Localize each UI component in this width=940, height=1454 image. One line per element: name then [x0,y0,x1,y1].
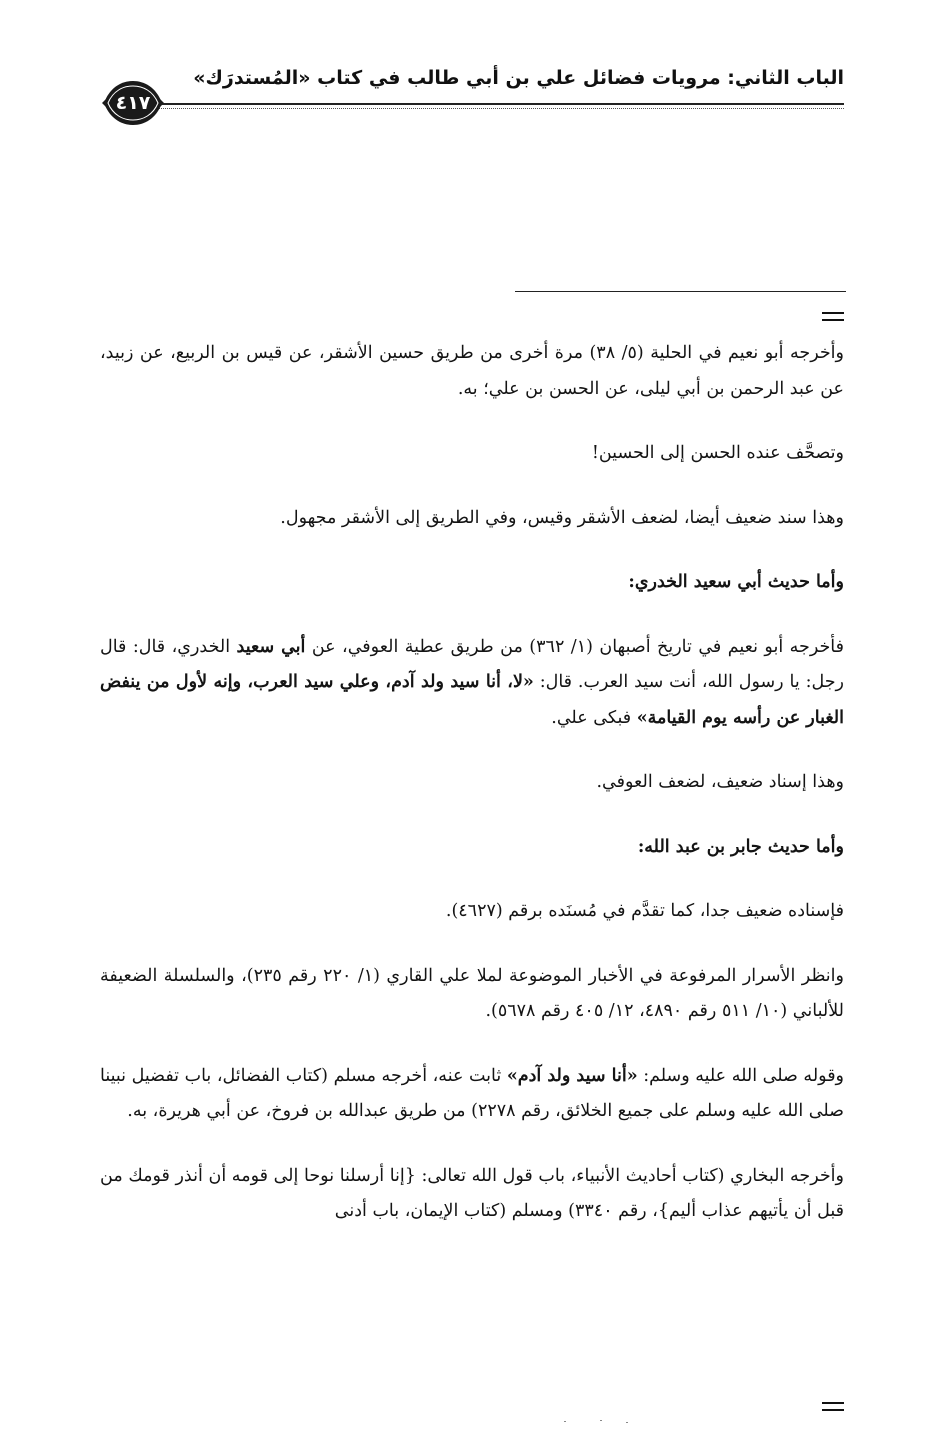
bold-text-segment: وأما حديث جابر بن عبد الله: [637,836,844,857]
page-number: ٤١٧ [115,92,151,114]
footnote-separator [515,291,846,292]
paragraph [100,630,844,737]
text-segment: ثابت عنه، أخرجه مسلم (كتاب الفضائل، باب تفضيل نبينا صلى الله عليه وسلم على جميع الخلائق، رقم ٢٢٧٨) من طريق عبدالله بن فروخ، عن أبي هريرة، به. [100,1065,844,1121]
continuation-mark-top [822,312,844,322]
continuation-mark-bottom [822,1402,844,1412]
text-segment: وأخرجه البخاري (كتاب أحاديث الأنبياء، باب قول الله تعالى: {إنا أرسلنا نوحا إلى قومه أن أنذر قومك من قبل أن يأتيهم عذاب أليم}، رقم ٣٣٤٠) ومسلم (كتاب الإيمان، باب أدنى [100,1165,844,1221]
bold-text-segment: وأما حديث أبي سعيد الخدري: [628,572,844,592]
text-segment: وهذا سند ضعيف أيضا، لضعف الأشقر وقيس، وفي الطريق إلى الأشقر مجهول. [280,507,844,528]
text-segment: الخدري، قال: قال رجل: يا رسول الله، أنت سيد العرب. قال: [100,636,844,692]
text-segment: وهذا إسناد ضعيف، لضعف العوفي. [596,772,844,792]
running-header-title: الباب الثاني: مرويات فضائل علي بن أبي طالب في كتاب «المُستدرَك» [193,67,844,89]
bold-text-segment: «لا، أنا سيد ولد آدم، وعلي سيد العرب، وإنه لأول من ينفض الغبار عن رأسه يوم القيامة» [100,672,844,728]
paragraph [100,336,844,407]
text-segment: وتصحَّف عنده الحسن إلى الحسين! [591,443,844,463]
text-segment: وقوله صلى الله عليه وسلم: [637,1065,845,1086]
page-number-ornament [102,79,164,127]
paragraph [100,1059,844,1130]
header-rule [158,103,844,105]
scan-specks [560,1419,630,1425]
paragraph [100,501,844,537]
paragraph [100,1159,844,1230]
text-segment: فإسناده ضعيف جدا، كما تقدَّم في مُسنَده برقم (٤٦٢٧). [445,901,844,921]
header-rule-dotted [158,108,844,109]
text-segment: فبكى علي. [551,707,637,728]
text-segment: فأخرجه أبو نعيم في تاريخ أصبهان (١/ ٣٦٢) من طريق عطية العوفي، عن [305,636,844,657]
bold-text-segment: أبي سعيد [236,636,306,657]
section-heading [100,565,844,601]
text-segment: وانظر الأسرار المرفوعة في الأخبار الموضوعة لملا علي القاري (١/ ٢٢٠ رقم ٢٣٥)، والسلسلة الضعيفة للألباني (١٠/ ٥١١ رقم ٤٨٩٠، ١٢/ ٤٠٥ رقم ٥٦٧٨). [100,965,844,1021]
paragraph [100,436,844,472]
paragraph [100,765,844,801]
paragraph [100,894,844,930]
section-heading [100,830,844,866]
text-segment: وأخرجه أبو نعيم في الحلية (٥/ ٣٨) مرة أخرى من طريق حسين الأشقر، عن قيس بن الربيع، عن زبيد، عن عبد الرحمن بن أبي ليلى، عن الحسن بن علي؛ به. [100,343,844,399]
paragraph [100,959,844,1030]
bold-text-segment: «أنا سيد ولد آدم» [506,1065,638,1086]
footnote-body [100,336,844,1230]
